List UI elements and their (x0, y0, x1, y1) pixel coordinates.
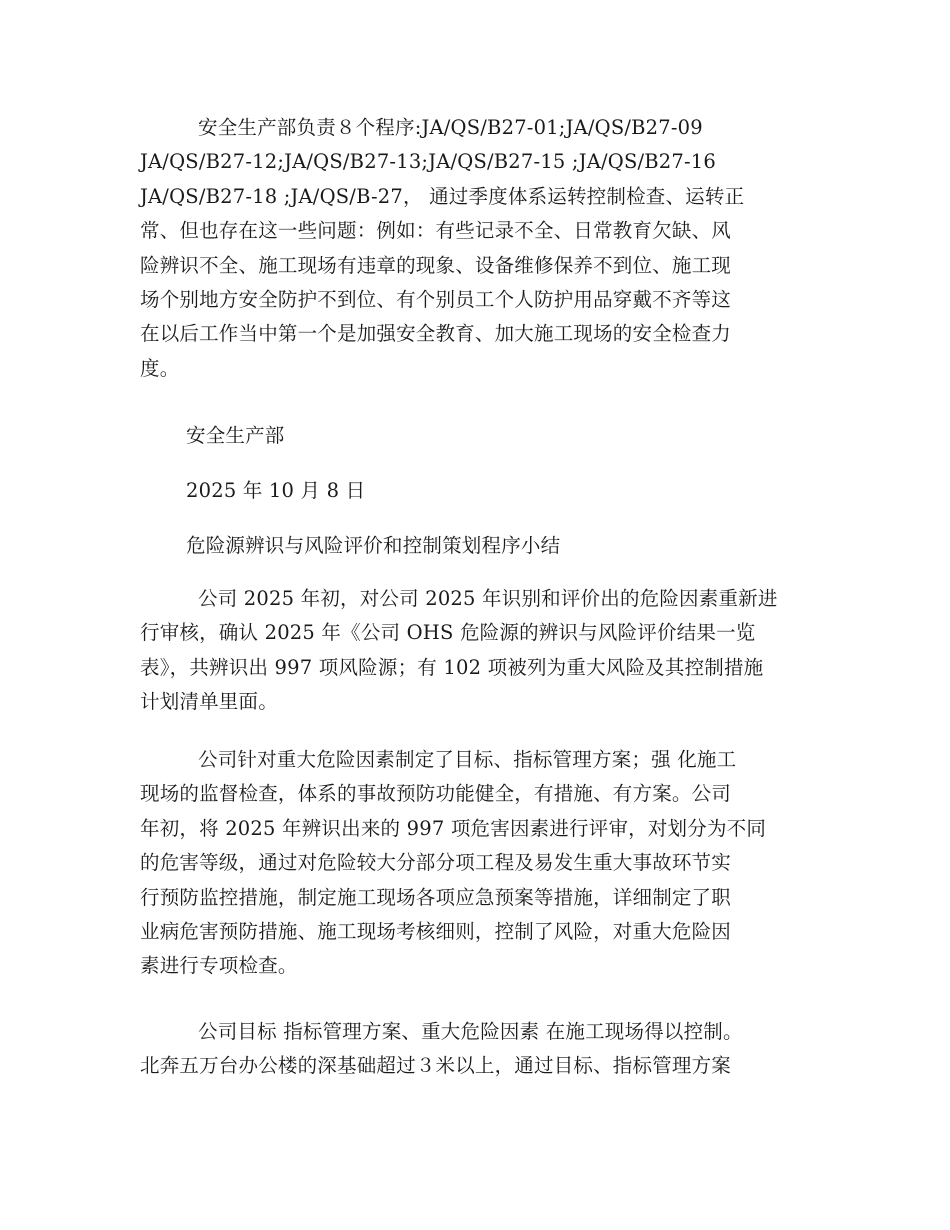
text-line: 表》，共辨识出 997 项风险源；有 102 项被列为重大风险及其控制措施 (140, 655, 764, 679)
text-line: 公司目标 指标管理方案、重大危险因素 在施工现场得以控制。 (198, 1020, 743, 1043)
text-line: 现场的监督检查，体系的事故预防功能健全，有措施、有方案。公司 (140, 782, 732, 806)
text-line: 安全生产部 (186, 424, 285, 447)
text-line: 险辨识不全、施工现场有违章的现象、设备维修保养不到位、施工现 (140, 253, 732, 277)
text-line: 安全生产部负责８个程序:JA/QS/B27-01;JA/QS/B27-09 (198, 116, 703, 139)
text-line: 度。 (140, 356, 180, 380)
signature-department (140, 419, 820, 453)
text-line: 计划清单里面。 (140, 690, 278, 714)
paragraph-target-management (140, 1015, 820, 1084)
paragraph-hazard-review (140, 582, 820, 720)
text-line: 在以后工作当中第一个是加强安全教育、加大施工现场的安全检查力 (140, 322, 732, 346)
paragraph-major-hazard-control (140, 743, 820, 984)
section-title (140, 529, 820, 563)
text-line: 常、但也存在这一些问题：例如：有些记录不全、日常教育欠缺、风 (140, 219, 732, 243)
text-line: 年初，将 2025 年辨识出来的 997 项危害因素进行评审，对划分为不同 (140, 816, 767, 840)
text-line: JA/QS/B27-12;JA/QS/B27-13;JA/QS/B27-15 ;JA/QS/B27-16 (140, 150, 717, 174)
text-line: 业病危害预防措施、施工现场考核细则，控制了风险，对重大危险因 (140, 920, 732, 944)
text-line: 素进行专项检查。 (140, 954, 298, 978)
text-line: 行审核，确认 2025 年《公司 OHS 危险源的辨识与风险评价结果一览 (140, 621, 756, 645)
text-line: 场个别地方安全防护不到位、有个别员工个人防护用品穿戴不齐等这 (140, 288, 732, 312)
text-line: 公司针对重大危险因素制定了目标、指标管理方案；强 化施工 (198, 748, 737, 771)
text-line: 北奔五万台办公楼的深基础超过３米以上，通过目标、指标管理方案 (140, 1054, 732, 1078)
text-line: JA/QS/B27-18 ;JA/QS/B-27， 通过季度体系运转控制检查、运转正 (140, 184, 745, 208)
signature-date (140, 474, 820, 508)
paragraph-safety-dept-procedures (140, 111, 820, 386)
text-line: 2025 年 10 月 8 日 (186, 479, 366, 502)
text-line: 公司 2025 年初，对公司 2025 年识别和评价出的危险因素重新进 (198, 587, 778, 610)
text-line: 行预防监控措施，制定施工现场各项应急预案等措施，详细制定了职 (140, 885, 732, 909)
text-line: 危险源辨识与风险评价和控制策划程序小结 (186, 534, 561, 557)
text-line: 的危害等级，通过对危险较大分部分项工程及易发生重大事故环节实 (140, 851, 732, 875)
